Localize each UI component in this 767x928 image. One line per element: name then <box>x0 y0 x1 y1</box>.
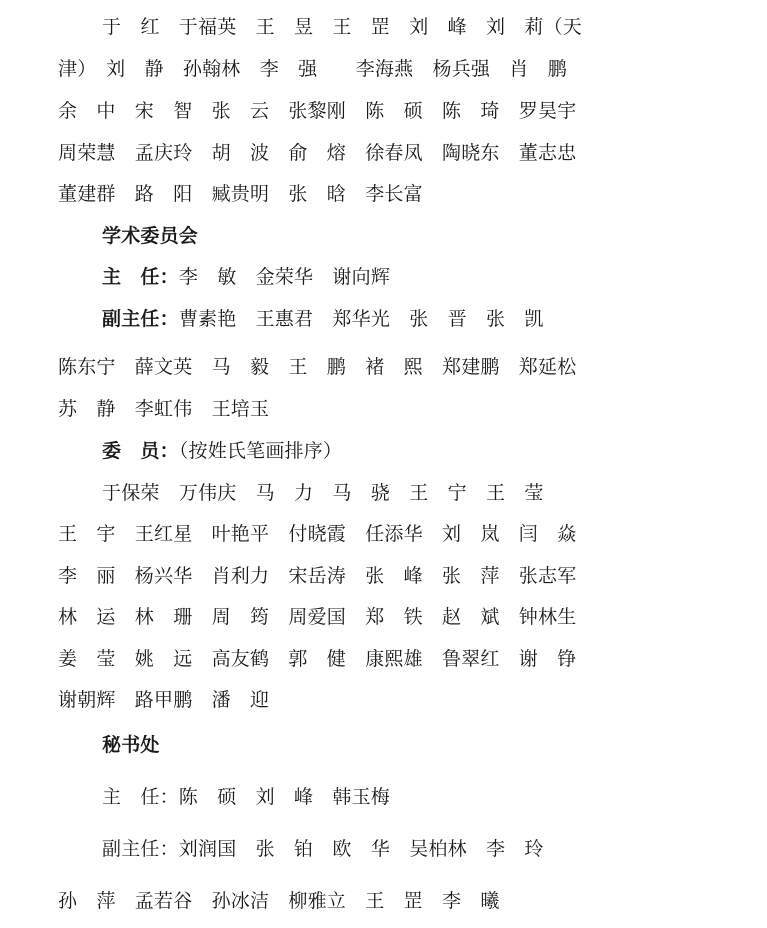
academic-director-row <box>102 265 390 289</box>
deputy-names: 曹素艳 王惠君 郑华光 张 晋 张 凯 <box>178 308 544 330</box>
members-label: 委 员： <box>102 440 179 462</box>
director-names: 李 敏 金荣华 谢向辉 <box>178 266 391 288</box>
members-names-line: 于保荣 万伟庆 马 力 马 骁 王 宁 王 莹 <box>102 482 544 504</box>
member-line: 董建群 路 阳 臧贵明 张 晗 李长富 <box>58 183 423 205</box>
director-label: 主 任： <box>102 266 179 288</box>
member-line: 余 中 宋 智 张 云 张黎刚 陈 硕 陈 琦 罗昊宇 <box>58 100 577 122</box>
secretariat-deputy-names-line: 孙 萍 孟若谷 孙冰洁 柳雅立 王 罡 李 曦 <box>58 890 500 912</box>
deputy-names-line: 苏 静 李虹伟 王培玉 <box>58 398 270 420</box>
member-line: 周荣慧 孟庆玲 胡 波 俞 熔 徐春凤 陶晓东 董志忠 <box>58 142 577 164</box>
members-note: （按姓氏笔画排序） <box>178 440 343 462</box>
member-line: 津） 刘 静 孙翰林 李 强 李海燕 杨兵强 肖 鹏 <box>58 58 567 80</box>
deputy-names-line: 陈东宁 薛文英 马 毅 王 鹏 褚 熙 郑建鹏 郑延松 <box>58 356 577 378</box>
deputy-label: 副主任： <box>102 308 179 330</box>
secretariat-director-line: 主 任：陈 硕 刘 峰 韩玉梅 <box>102 786 391 808</box>
secretariat-deputy-line: 副主任：刘润国 张 铂 欧 华 吴柏林 李 玲 <box>102 838 544 860</box>
members-names-line: 谢朝辉 路甲鹏 潘 迎 <box>58 689 270 711</box>
members-names-line: 李 丽 杨兴华 肖利力 宋岳涛 张 峰 张 萍 张志军 <box>58 565 577 587</box>
member-line: 于 红 于福英 王 昱 王 罡 刘 峰 刘 莉（天 <box>102 16 583 38</box>
members-names-line: 姜 莹 姚 远 高友鹤 郭 健 康熙雄 鲁翠红 谢 铮 <box>58 648 577 670</box>
members-names-line: 王 宇 王红星 叶艳平 付晓霞 任添华 刘 岚 闫 焱 <box>58 523 577 545</box>
secretariat-heading: 秘书处 <box>102 734 160 756</box>
academic-committee-heading: 学术委员会 <box>102 225 199 247</box>
academic-members-row <box>102 439 342 463</box>
academic-deputy-row <box>102 307 544 331</box>
members-names-line: 林 运 林 珊 周 筠 周爱国 郑 铁 赵 斌 钟林生 <box>58 606 577 628</box>
